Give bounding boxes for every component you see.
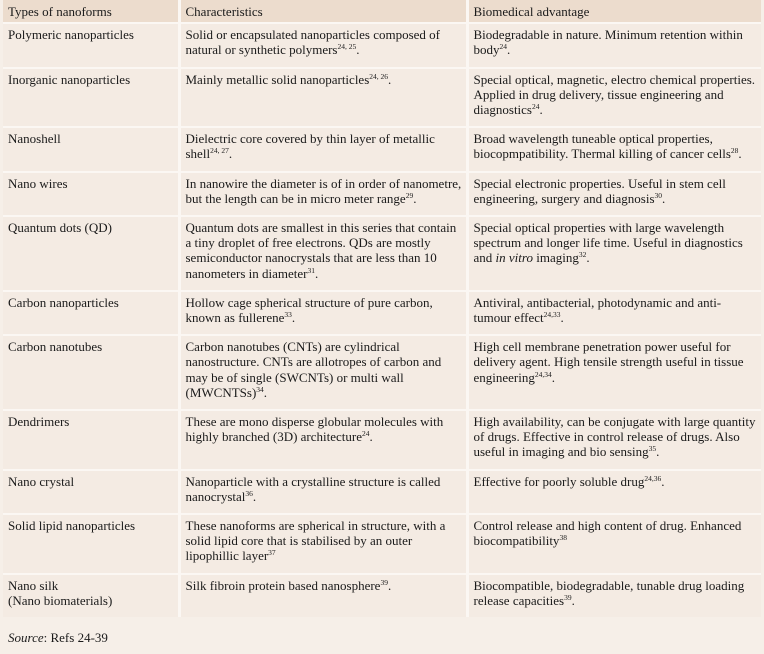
cell-advantage	[467, 216, 761, 291]
characteristics-text: These are mono disperse globular molecules with highly branched (3D) architecture	[185, 414, 444, 445]
type-text: Nano silk	[8, 577, 59, 593]
characteristics-text: Carbon nanotubes (CNTs) are cylindrical nanostructure. CNTs are allotropes of carbon and may be of single (SWCNTs) or multi wall (MWCNTSs)	[185, 339, 442, 400]
advantage-ref: 24,33	[543, 310, 561, 320]
characteristics-text: Silk fibroin protein based nanosphere	[185, 577, 381, 593]
characteristics-tail: .	[228, 146, 233, 162]
cell-type	[3, 335, 179, 410]
header-characteristics: Characteristics	[179, 0, 467, 23]
characteristics-ref: 36	[245, 488, 253, 498]
advantage-text: High cell membrane penetration power useful for delivery agent. High tensile strength useful in tissue engineering	[473, 339, 744, 385]
table-row	[3, 291, 761, 335]
cell-advantage	[467, 127, 761, 171]
cell-advantage	[467, 23, 761, 67]
cell-type	[3, 410, 179, 470]
characteristics-ref: 29	[405, 190, 414, 200]
header-advantage: Biomedical advantage	[467, 0, 761, 23]
advantage-tail: .	[507, 42, 511, 58]
cell-advantage	[467, 68, 761, 128]
advantage-ref: 24,36	[644, 473, 662, 483]
characteristics-tail: .	[315, 265, 319, 281]
advantage-ref: 28	[730, 146, 739, 156]
cell-type	[3, 574, 179, 617]
cell-advantage	[467, 514, 761, 574]
cell-characteristics	[179, 68, 467, 128]
cell-characteristics	[179, 127, 467, 171]
cell-characteristics	[179, 410, 467, 470]
advantage-tail: .	[571, 592, 575, 608]
header-types: Types of nanoforms	[3, 0, 179, 23]
characteristics-text: Mainly metallic solid nanoparticles	[185, 71, 370, 87]
characteristics-ref: 24	[362, 429, 370, 439]
characteristics-tail: .	[356, 42, 360, 58]
type-text: Polymeric nanoparticles	[8, 27, 134, 43]
characteristics-ref: 24, 26	[369, 71, 389, 81]
advantage-text: Biocompatible, biodegradable, tunable drug loading release capacities	[473, 577, 745, 608]
characteristics-text: Solid or encapsulated nanoparticles composed of natural or synthetic polymers	[185, 27, 441, 58]
advantage-text: Special electronic properties. Useful in stem cell engineering, surgery and diagnosis	[473, 175, 726, 206]
characteristics-tail: .	[252, 488, 257, 504]
source-note	[8, 630, 108, 646]
table-row	[3, 216, 761, 291]
advantage-ref: 24,34	[534, 369, 552, 379]
advantage-ref: 24	[532, 102, 540, 112]
advantage-ref: 38	[559, 533, 567, 543]
cell-type	[3, 172, 179, 216]
advantage-tail: .	[661, 473, 665, 489]
table-row	[3, 127, 761, 171]
advantage-tail: .	[656, 444, 660, 460]
characteristics-ref: 24, 27	[210, 146, 229, 156]
characteristics-tail: .	[388, 71, 392, 87]
characteristics-tail: .	[387, 577, 392, 593]
characteristics-text: Quantum dots are smallest in this series that contain a tiny droplet of free electrons. QDs are mostly semiconductor nanocrystals that are less than 10 nanometers in diameter	[185, 220, 457, 281]
cell-advantage	[467, 172, 761, 216]
advantage-tail: .	[738, 146, 742, 162]
advantage-tail: .	[586, 250, 590, 266]
table-row	[3, 335, 761, 410]
type-text: Inorganic nanoparticles	[8, 71, 131, 87]
cell-advantage	[467, 291, 761, 335]
cell-advantage	[467, 410, 761, 470]
characteristics-tail: .	[369, 429, 373, 445]
characteristics-ref: 37	[268, 548, 276, 558]
type-text: Quantum dots (QD)	[8, 220, 112, 236]
table-row	[3, 410, 761, 470]
characteristics-tail: .	[291, 310, 296, 326]
advantage-tail: .	[539, 102, 543, 118]
type-text: Carbon nanotubes	[8, 339, 103, 355]
cell-characteristics	[179, 335, 467, 410]
table-row	[3, 68, 761, 128]
table-row	[3, 514, 761, 574]
advantage-ref: 35	[648, 444, 657, 454]
characteristics-ref: 31	[307, 265, 316, 275]
type-text: Dendrimers	[8, 414, 70, 430]
advantage-after: imaging	[536, 250, 579, 266]
characteristics-tail: .	[413, 190, 417, 206]
cell-type	[3, 514, 179, 574]
type-text-line2: (Nano biomaterials)	[8, 592, 113, 608]
cell-characteristics	[179, 291, 467, 335]
cell-type	[3, 68, 179, 128]
type-text: Nanoshell	[8, 131, 61, 147]
advantage-ref: 32	[578, 250, 587, 260]
advantage-tail: .	[551, 369, 555, 385]
table-row	[3, 470, 761, 514]
cell-characteristics	[179, 574, 467, 617]
cell-type	[3, 23, 179, 67]
source-label: Source	[8, 630, 44, 645]
advantage-italic: in vitro	[495, 250, 533, 266]
cell-type	[3, 470, 179, 514]
cell-type	[3, 127, 179, 171]
advantage-ref: 39	[564, 592, 572, 602]
cell-advantage	[467, 574, 761, 617]
characteristics-text: Dielectric core covered by thin layer of metallic shell	[185, 131, 435, 162]
nanoforms-table	[3, 0, 761, 617]
advantage-ref: 30	[654, 190, 662, 200]
type-text: Nano wires	[8, 175, 68, 191]
characteristics-tail: .	[263, 384, 268, 400]
cell-type	[3, 291, 179, 335]
advantage-text: Broad wavelength tuneable optical properties, biocopmpatibility. Thermal killing of cancer cells	[473, 131, 731, 162]
characteristics-text: These nanoforms are spherical in structure, with a solid lipid core that is stabilised by an outer lipophillic layer	[185, 518, 446, 564]
table-row	[3, 23, 761, 67]
advantage-text: Biodegradable in nature. Minimum retention within body	[473, 27, 743, 58]
type-text: Nano crystal	[8, 473, 75, 489]
advantage-text: Special optical, magnetic, electro chemical properties. Applied in drug delivery, tissue engineering and diagnostics	[473, 71, 756, 118]
type-text: Solid lipid nanoparticles	[8, 518, 136, 534]
characteristics-ref: 34	[256, 384, 264, 394]
advantage-text: Antiviral, antibacterial, photodynamic and anti-tumour effect	[473, 294, 722, 326]
cell-characteristics	[179, 514, 467, 574]
characteristics-text: In nanowire the diameter is of in order of nanometre, but the length can be in micro meter range	[185, 175, 462, 206]
characteristics-text: Hollow cage spherical structure of pure carbon, known as fullerene	[185, 294, 433, 326]
header-row	[3, 0, 761, 23]
advantage-text: Control release and high content of drug. Enhanced biocompatibility	[473, 518, 742, 549]
cell-characteristics	[179, 216, 467, 291]
table-row	[3, 172, 761, 216]
characteristics-text: Nanoparticle with a crystalline structure is called nanocrystal	[185, 473, 441, 504]
cell-characteristics	[179, 172, 467, 216]
cell-advantage	[467, 470, 761, 514]
advantage-text: High availability, can be conjugate with large quantity of drugs. Effective in control release of drugs. Also useful in imaging and bio sensing	[473, 414, 756, 460]
cell-advantage	[467, 335, 761, 410]
advantage-text: Special optical properties with large wavelength spectrum and longer life time. Useful in diagnostics and	[473, 220, 743, 266]
cell-characteristics	[179, 470, 467, 514]
advantage-tail: .	[560, 310, 564, 326]
type-text: Carbon nanoparticles	[8, 294, 119, 310]
advantage-text: Effective for poorly soluble drug	[473, 473, 645, 489]
characteristics-ref: 24, 25	[337, 42, 357, 52]
source-text: : Refs 24-39	[43, 630, 108, 645]
advantage-tail: .	[662, 190, 666, 206]
cell-type	[3, 216, 179, 291]
table-body	[3, 23, 761, 617]
characteristics-ref: 33	[284, 310, 292, 320]
cell-characteristics	[179, 23, 467, 67]
characteristics-ref: 39	[380, 577, 388, 587]
table-row	[3, 574, 761, 617]
advantage-ref: 24	[499, 42, 507, 52]
